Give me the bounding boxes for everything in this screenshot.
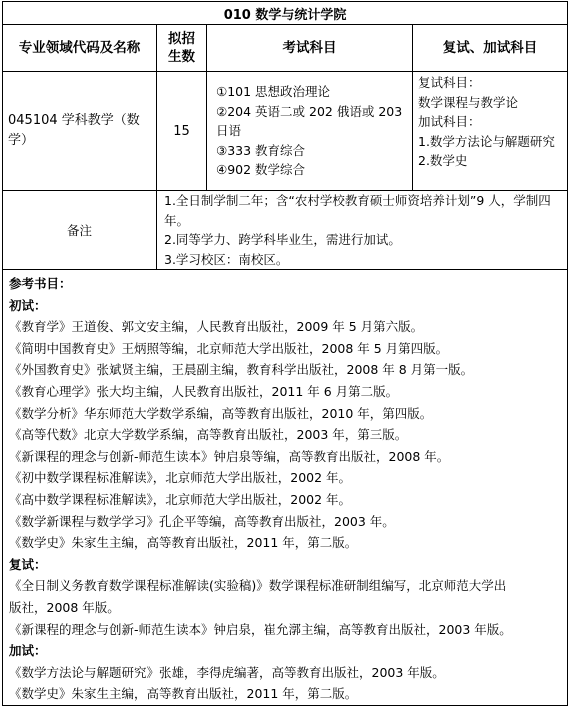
program-row [3, 72, 568, 191]
retest-line: 1.数学方法论与解题研究 [418, 133, 555, 149]
reference-book: 《数学方法论与解题研究》张雄，李得虎编著，高等教育出版社，2003 年版。 [9, 664, 445, 680]
reference-book: 《数学分析》华东师范大学数学系编，高等教育出版社，2010 年，第四版。 [9, 405, 433, 421]
reference-book: 《教育心理学》张大均主编，人民教育出版社，2011 年 6 月第二版。 [9, 383, 399, 399]
header-enroll [157, 25, 207, 72]
references-title: 参考书目： [9, 276, 72, 291]
header-major: 专业领域代码及名称 [3, 25, 157, 72]
remarks-row [3, 191, 568, 270]
header-exam-subjects: 考试科目 [207, 25, 413, 72]
remark-item: 1.全日制学制二年；含“农村学校教育硕士师资培养计划”9 人，学制四年。 [164, 193, 551, 228]
retest-book-list [9, 575, 561, 640]
retest-line: 数学课程与教学论 [418, 94, 519, 110]
enroll-count: 15 [157, 72, 207, 191]
reference-book: 《数学史》朱家生主编，高等教育出版社，2011 年，第二版。 [9, 686, 358, 702]
admissions-table [2, 1, 568, 706]
reference-book: 《新课程的理念与创新-师范生读本》钟启泉等编，高等教育出版社，2008 年。 [9, 448, 450, 464]
program-name-text: 045104 学科教学（数学） [8, 113, 140, 148]
reference-book: 《初中数学课程标准解读》，北京师范大学出版社，2002 年。 [9, 470, 352, 486]
extra-exam-label: 加试： [9, 643, 47, 659]
remark-item: 2.同等学力、跨学科毕业生，需进行加试。 [164, 232, 401, 247]
exam-subject: ①101 思想政治理论 [216, 84, 331, 100]
reference-book: 《简明中国教育史》王炳照等编，北京师范大学出版社，2008 年 5 月第四版。 [9, 340, 449, 356]
retest-line: 复试科目： [418, 75, 481, 90]
reference-book: 《数学史》朱家生主编，高等教育出版社，2011 年，第二版。 [9, 535, 358, 551]
retest-line: 加试科目： [418, 114, 481, 129]
initial-exam-label: 初试： [9, 297, 47, 313]
college-title: 010 数学与统计学院 [3, 2, 568, 25]
reference-book: 版社，2008 年版。 [9, 599, 120, 615]
reference-book: 《教育学》王道俊、郭文安主编，人民教育出版社，2009 年 5 月第六版。 [9, 319, 424, 335]
reference-book: 《数学新课程与数学学习》孔企平等编，高等教育出版社，2003 年。 [9, 513, 395, 529]
reference-book: 《高中数学课程标准解读》，北京师范大学出版社，2002 年。 [9, 491, 352, 507]
remark-item: 3.学习校区：南校区。 [164, 251, 289, 267]
reference-book: 《外国教育史》张斌贤主编，王晨副主编，教育科学出版社，2008 年 8 月第一版。 [9, 362, 474, 378]
exam-subject: ③333 教育综合 [216, 142, 306, 158]
references-cell [3, 270, 568, 706]
reference-book: 《高等代数》北京大学数学系编，高等教育出版社，2003 年，第三版。 [9, 427, 408, 443]
reference-book: 《全日制义务教育数学课程标准解读(实验稿)》数学课程标准研制组编写，北京师范大学出 [9, 578, 507, 594]
retest-line: 2.数学史 [418, 153, 468, 168]
initial-book-list [9, 316, 561, 554]
header-enroll-text: 拟招 生数 [168, 31, 195, 65]
program-name [3, 72, 157, 191]
remarks-content [157, 191, 568, 270]
exam-subject: ④902 数学综合 [216, 162, 306, 178]
header-row [3, 25, 568, 72]
references-row [3, 270, 568, 706]
exam-subject: ②204 英语二或 202 俄语或 203 日语 [216, 103, 403, 139]
header-retest: 复试、加试科目 [413, 25, 568, 72]
remarks-label: 备注 [3, 191, 157, 270]
college-title-row [3, 2, 568, 25]
retest-label: 复试： [9, 556, 47, 572]
admissions-document [2, 1, 567, 702]
extra-book-list [9, 662, 561, 705]
reference-book: 《新课程的理念与创新-师范生读本》钟启泉，崔允漷主编，高等教育出版社，2003 年版。 [9, 621, 512, 637]
exam-subjects-cell [207, 72, 413, 191]
retest-subjects-cell [413, 72, 568, 191]
